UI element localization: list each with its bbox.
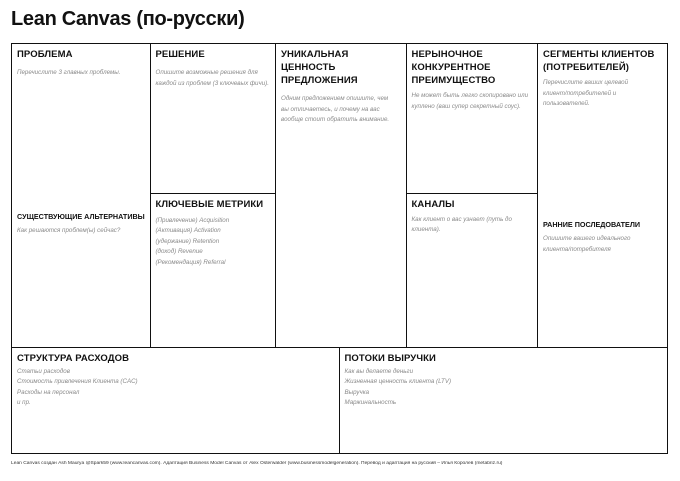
problem-hint: Перечислите 3 главных проблемы. xyxy=(17,69,121,76)
early-adopters-heading: РАННИЕ ПОСЛЕДОВАТЕЛИ xyxy=(543,220,641,229)
early-adopters-hint: Опишите вашего идеального клиента/потребителя xyxy=(543,235,631,253)
revenue-item: Жизненная ценность клиента (LTV) xyxy=(344,378,452,385)
problem-block xyxy=(11,43,151,348)
cost-item: Стоимость привлечения Клиента (CAC) xyxy=(17,378,138,385)
advantage-heading: НЕРЫНОЧНОЕ КОНКУРЕНТНОЕ ПРЕИМУЩЕСТВО xyxy=(411,49,496,86)
uvp-block xyxy=(275,43,407,348)
alternatives-hint: Как решаются проблем(ы) сейчас? xyxy=(17,227,121,234)
lean-canvas-grid xyxy=(11,43,668,454)
uvp-heading: УНИКАЛЬНАЯ ЦЕННОСТЬ ПРЕДЛОЖЕНИЯ xyxy=(281,49,358,86)
footer-credits: Lean Canvas создан Ash Maurya @Spark59 (www.leancanvas.com). Адаптация Business Model Canvas от Alex Osterwalder (www.businessmodelgeneration). Перевод и адаптация на русский – Илья Королев (metabriz.ru) xyxy=(11,461,503,466)
solution-heading: РЕШЕНИЕ xyxy=(155,49,205,60)
metric-item: (Привлечение) Acquisition xyxy=(155,216,230,224)
advantage-hint: Не может быть легко скопировано или куплено (ваш супер секретный соус). xyxy=(411,92,529,110)
cost-item: Расходы на персонал xyxy=(17,388,80,396)
problem-heading: ПРОБЛЕМА xyxy=(17,49,73,60)
alternatives-heading: СУЩЕСТВУЮЩИЕ АЛЬТЕРНАТИВЫ xyxy=(17,212,145,221)
revenue-list xyxy=(345,367,663,409)
segments-heading: СЕГМЕНТЫ КЛИЕНТОВ (ПОТРЕБИТЕЛЕЙ) xyxy=(543,49,655,73)
revenue-heading: ПОТОКИ ВЫРУЧКИ xyxy=(344,352,436,364)
key-metrics-heading: КЛЮЧЕВЫЕ МЕТРИКИ xyxy=(155,198,264,210)
cost-item: Статьи расходов xyxy=(17,367,70,375)
channels-block xyxy=(406,193,539,349)
revenue-item: Выручка xyxy=(344,388,370,396)
costs-list xyxy=(17,367,334,409)
segments-hint: Перечислите ваших целевой клиент/потребителей и пользователей. xyxy=(543,79,629,107)
solution-block xyxy=(150,43,277,194)
metric-item: (Активация) Activation xyxy=(155,227,221,234)
uvp-hint: Одним предложением опишите, чем вы отличаетесь, и почему на вас вообще стоит обратить внимание. xyxy=(281,95,390,123)
costs-heading: СТРУКТУРА РАСХОДОВ xyxy=(17,352,130,364)
cost-item: и пр. xyxy=(17,399,31,406)
channels-hint: Как клиент о вас узнает (путь до клиента). xyxy=(411,215,512,233)
metric-item: (Рекомендация) Referral xyxy=(155,258,226,266)
early-adopters xyxy=(543,220,662,255)
revenue-streams-block xyxy=(339,347,669,455)
key-metrics-block xyxy=(150,193,277,349)
solution-hint: Опишите возможные решения для каждой из проблем (3 ключевых фичи). xyxy=(155,69,269,87)
cost-structure-block xyxy=(11,347,340,455)
revenue-item: Маржинальность xyxy=(344,399,397,406)
revenue-item: Как вы делаете деньги xyxy=(344,367,414,375)
metric-item: (удержание) Retention xyxy=(155,237,220,245)
existing-alternatives xyxy=(17,212,145,237)
page-title: Lean Canvas (по-русски) xyxy=(11,8,245,30)
channels-heading: КАНАЛЫ xyxy=(411,198,455,210)
key-metrics-list xyxy=(156,216,271,269)
customer-segments-block xyxy=(537,43,668,348)
unfair-advantage-block xyxy=(406,43,539,194)
metric-item: (доход) Revenue xyxy=(155,248,203,255)
